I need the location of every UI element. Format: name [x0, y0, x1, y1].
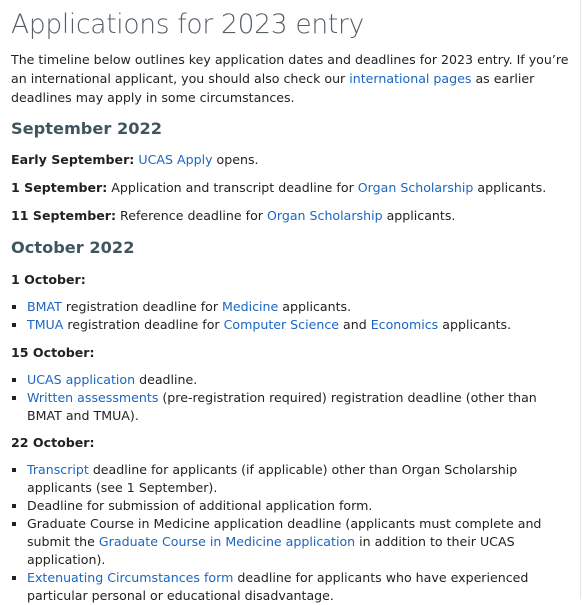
list-item — [11, 569, 571, 605]
list-item-text: (pre-registration required) registration deadline (other than BMAT and TMUA). — [27, 390, 537, 423]
list-item-text-end: in addition to their UCAS application). — [27, 534, 515, 567]
september-11-text: Reference deadline for — [116, 208, 267, 223]
september-1-text: Application and transcript deadline for — [107, 180, 358, 195]
ucas-apply-link[interactable]: UCAS Apply — [138, 152, 213, 167]
bullet-icon — [12, 576, 16, 580]
intro-text-after: as earlier deadlines may apply in some circumstances. — [11, 71, 535, 105]
september-1-text-end: applicants. — [473, 180, 547, 195]
medicine-link[interactable]: Medicine — [222, 299, 279, 314]
list-item-text: Graduate Course in Medicine application deadline (applicants must complete and submit the — [27, 516, 542, 549]
extenuating-circumstances-form-link[interactable]: Extenuating Circumstances form — [27, 570, 234, 585]
october-22-list — [11, 461, 571, 605]
list-item-text: registration deadline for — [61, 299, 223, 314]
intro-text-before: The timeline below outlines key application dates and deadlines for 2023 entry. If you’re an international applicant, you should also check our — [11, 52, 569, 86]
list-item-text: Deadline for submission of additional application form. — [27, 498, 373, 513]
page-title: Applications for 2023 entry — [11, 9, 364, 40]
international-pages-link[interactable]: international pages — [349, 71, 472, 86]
computer-science-link[interactable]: Computer Science — [223, 317, 340, 332]
organ-scholarship-link[interactable]: Organ Scholarship — [357, 180, 474, 195]
bullet-icon — [12, 396, 16, 400]
bullet-icon — [12, 522, 16, 526]
bmat-link[interactable]: BMAT — [27, 299, 62, 314]
list-item — [11, 389, 571, 425]
october-1-heading: 1 October: — [11, 272, 86, 287]
organ-scholarship-link-2[interactable]: Organ Scholarship — [266, 208, 383, 223]
list-item-text: registration deadline for — [63, 317, 224, 332]
list-item-text-end: applicants. — [278, 299, 352, 314]
october-22-heading: 22 October: — [11, 435, 95, 450]
list-item — [11, 461, 571, 497]
list-item — [11, 371, 571, 389]
section-heading-september-2022: September 2022 — [11, 119, 163, 138]
early-september-label: Early September: — [11, 152, 135, 167]
graduate-course-medicine-application-link[interactable]: Graduate Course in Medicine application — [98, 534, 356, 549]
bullet-icon — [12, 305, 16, 309]
early-september-line — [11, 150, 259, 169]
september-11-line — [11, 206, 455, 225]
intro-paragraph — [11, 50, 571, 107]
list-item — [11, 298, 571, 316]
october-15-list — [11, 371, 571, 425]
page-edge-divider — [580, 0, 581, 599]
september-11-text-end: applicants. — [382, 208, 456, 223]
bullet-icon — [12, 468, 16, 472]
october-1-list — [11, 298, 571, 334]
bullet-icon — [12, 323, 16, 327]
list-item-text: deadline for applicants who have experienced particular personal or educational disadvantage. — [27, 570, 529, 603]
list-item-text: deadline for applicants (if applicable) other than Organ Scholarship applicants (see 1 September). — [27, 462, 518, 495]
list-item — [11, 497, 571, 515]
tmua-link[interactable]: TMUA — [27, 317, 64, 332]
bullet-icon — [12, 378, 16, 382]
section-heading-october-2022: October 2022 — [11, 238, 135, 257]
list-item-text: deadline. — [135, 372, 198, 387]
ucas-application-link[interactable]: UCAS application — [27, 372, 136, 387]
list-item — [11, 316, 571, 334]
bullet-icon — [12, 504, 16, 508]
october-15-heading: 15 October: — [11, 345, 95, 360]
list-item-text-end: applicants. — [438, 317, 512, 332]
list-item-text-and: and — [339, 317, 371, 332]
september-11-label: 11 September: — [11, 208, 117, 223]
economics-link[interactable]: Economics — [370, 317, 439, 332]
early-september-text: opens. — [212, 152, 259, 167]
september-1-label: 1 September: — [11, 180, 108, 195]
list-item — [11, 515, 571, 569]
written-assessments-link[interactable]: Written assessments — [27, 390, 159, 405]
transcript-link[interactable]: Transcript — [27, 462, 89, 477]
september-1-line — [11, 178, 546, 197]
